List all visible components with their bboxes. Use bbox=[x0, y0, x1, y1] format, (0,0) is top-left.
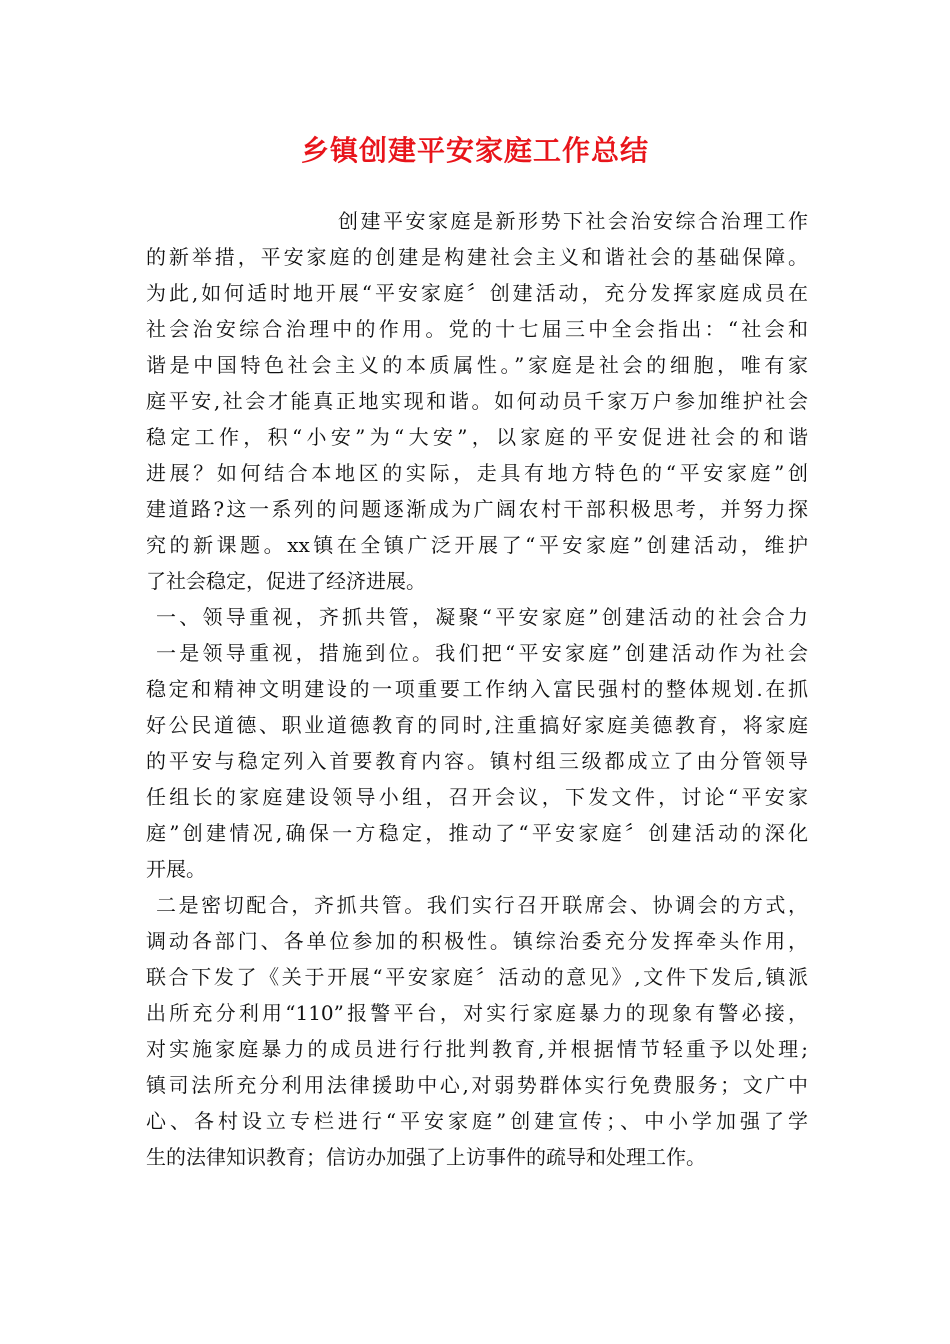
paragraph-line: 进展？如何结合本地区的实际，走具有地方特色的“平安家庭”创 bbox=[146, 461, 808, 485]
paragraph-line: 二是密切配合，齐抓共管。我们实行召开联席会、协调会的方式， bbox=[156, 893, 808, 917]
paragraph-line: 建道路?这一系列的问题逐渐成为广阔农村干部积极思考，并努力探 bbox=[146, 497, 808, 521]
paragraph-line: 谐是中国特色社会主义的本质属性。”家庭是社会的细胞，唯有家 bbox=[146, 353, 808, 377]
paragraph-line: 社会治安综合治理中的作用。党的十七届三中全会指出：“社会和 bbox=[146, 317, 808, 341]
section-heading: 一、领导重视，齐抓共管，凝聚“平安家庭”创建活动的社会合力 bbox=[156, 605, 808, 629]
paragraph-line: 对实施家庭暴力的成员进行行批判教育,并根据情节轻重予以处理; bbox=[146, 1037, 808, 1061]
paragraph-line: 究的新课题。xx镇在全镇广泛开展了“平安家庭”创建活动，维护 bbox=[146, 533, 808, 557]
paragraph-line: 心、各村设立专栏进行“平安家庭”创建宣传；、中小学加强了学 bbox=[146, 1109, 808, 1133]
paragraph-line: 的平安与稳定列入首要教育内容。镇村组三级都成立了由分管领导 bbox=[146, 749, 808, 773]
paragraph-line: 稳定工作，积“小安”为“大安”，以家庭的平安促进社会的和谐 bbox=[146, 425, 808, 449]
paragraph-line: 镇司法所充分利用法律援助中心,对弱势群体实行免费服务；文广中 bbox=[146, 1073, 808, 1097]
paragraph-line: 任组长的家庭建设领导小组，召开会议，下发文件，讨论“平安家 bbox=[146, 785, 808, 809]
paragraph-line: 庭”创建情况,确保一方稳定，推动了“平安家庭〞创建活动的深化 bbox=[146, 821, 808, 845]
paragraph-line: 开展。 bbox=[146, 857, 206, 881]
paragraph-line: 的新举措，平安家庭的创建是构建社会主义和谐社会的基础保障。 bbox=[146, 245, 808, 269]
paragraph-line: 庭平安,社会才能真正地实现和谐。如何动员千家万户参加维护社会 bbox=[146, 389, 808, 413]
paragraph-line: 创建平安家庭是新形势下社会治安综合治理工作 bbox=[338, 209, 808, 233]
paragraph-line: 好公民道德、职业道德教育的同时,注重搞好家庭美德教育，将家庭 bbox=[146, 713, 808, 737]
paragraph-line: 一是领导重视，措施到位。我们把“平安家庭”创建活动作为社会 bbox=[156, 641, 808, 665]
paragraph-line: 生的法律知识教育；信访办加强了上访事件的疏导和处理工作。 bbox=[146, 1145, 706, 1169]
paragraph-line: 出所充分利用“110”报警平台，对实行家庭暴力的现象有警必接， bbox=[146, 1001, 808, 1025]
paragraph-line: 了社会稳定，促进了经济进展。 bbox=[146, 569, 426, 593]
paragraph-line: 联合下发了《关于开展“平安家庭〞活动的意见》,文件下发后,镇派 bbox=[146, 965, 808, 989]
paragraph-line: 调动各部门、各单位参加的积极性。镇综治委充分发挥牵头作用， bbox=[146, 929, 808, 953]
paragraph-line: 稳定和精神文明建设的一项重要工作纳入富民强村的整体规划.在抓 bbox=[146, 677, 808, 701]
paragraph-line: 为此,如何适时地开展“平安家庭〞创建活动，充分发挥家庭成员在 bbox=[146, 281, 808, 305]
document-title: 乡镇创建平安家庭工作总结 bbox=[300, 134, 649, 167]
document-body bbox=[146, 203, 808, 1175]
